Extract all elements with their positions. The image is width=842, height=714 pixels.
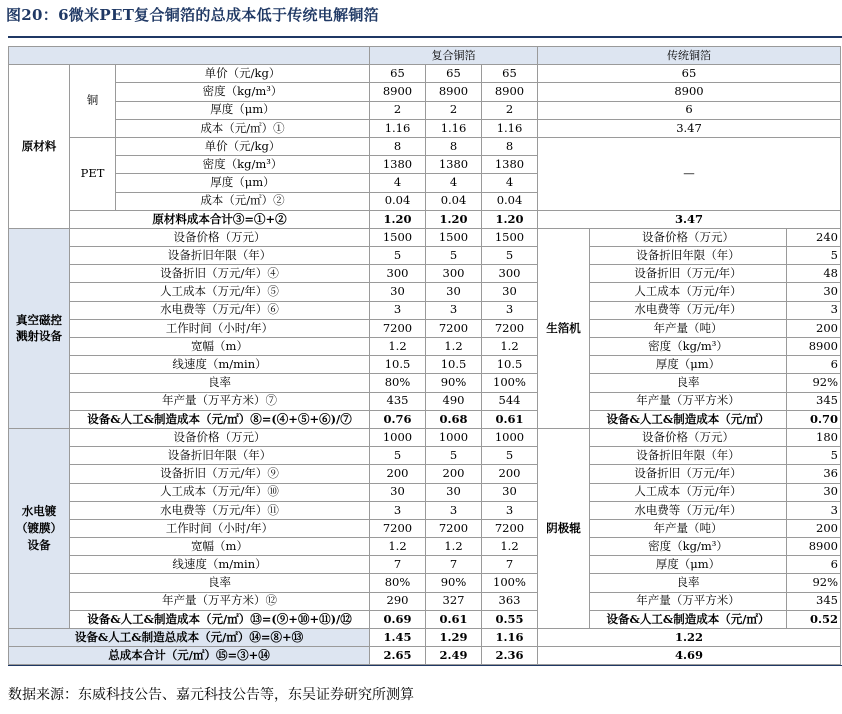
summary-label: 总成本合计（元/㎡）⑮=③+⑭ xyxy=(9,647,370,665)
raw-total-traditional: 3.47 xyxy=(538,210,841,228)
copper-row xyxy=(9,119,841,137)
header-blank xyxy=(9,47,370,65)
composite-value: 5 xyxy=(426,447,482,465)
traditional-value: 92% xyxy=(787,574,841,592)
traditional-value: 6 xyxy=(787,556,841,574)
row-label: 设备折旧（万元/年）⑨ xyxy=(70,465,370,483)
traditional-row-label: 年产量（万平方米） xyxy=(590,392,787,410)
composite-value: 65 xyxy=(482,65,538,83)
composite-value: 200 xyxy=(370,465,426,483)
composite-value: 1380 xyxy=(482,156,538,174)
composite-value: 100% xyxy=(482,574,538,592)
composite-value: 7 xyxy=(370,556,426,574)
composite-value: 5 xyxy=(370,447,426,465)
composite-value: 7 xyxy=(482,556,538,574)
header-traditional-copper: 传统铜箔 xyxy=(538,47,841,65)
raw-total-value: 1.20 xyxy=(482,210,538,228)
sputter-total-label: 设备&人工&制造成本（元/㎡）⑧=(④+⑤+⑥)/⑦ xyxy=(70,410,370,428)
title-rule xyxy=(8,36,842,38)
composite-value: 8900 xyxy=(370,83,426,101)
sputter-row xyxy=(9,247,841,265)
composite-value: 327 xyxy=(426,592,482,610)
composite-value: 1000 xyxy=(370,428,426,446)
composite-value: 7200 xyxy=(426,519,482,537)
sputter-row xyxy=(9,374,841,392)
plating-row xyxy=(9,483,841,501)
traditional-value: 92% xyxy=(787,374,841,392)
plating-total-value: 0.55 xyxy=(482,610,538,628)
sputter-equipment-label: 真空磁控溅射设备 xyxy=(9,228,70,428)
composite-value: 3 xyxy=(482,501,538,519)
composite-value: 10.5 xyxy=(426,356,482,374)
row-label: 年产量（万平方米）⑫ xyxy=(70,592,370,610)
plating-row xyxy=(9,447,841,465)
composite-value: 300 xyxy=(370,265,426,283)
traditional-value: 48 xyxy=(787,265,841,283)
sputter-row xyxy=(9,338,841,356)
row-label: 线速度（m/min） xyxy=(70,556,370,574)
plating-traditional-total-value: 0.52 xyxy=(787,610,841,628)
sputter-row xyxy=(9,392,841,410)
composite-value: 80% xyxy=(370,574,426,592)
composite-value: 7200 xyxy=(370,519,426,537)
copper-label: 铜 xyxy=(70,65,116,138)
row-label: 密度（kg/m³） xyxy=(116,156,370,174)
traditional-value: 3.47 xyxy=(538,119,841,137)
traditional-value: 30 xyxy=(787,283,841,301)
traditional-row-label: 设备折旧年限（年） xyxy=(590,247,787,265)
composite-value: 7200 xyxy=(426,319,482,337)
composite-value: 1.2 xyxy=(370,538,426,556)
traditional-row-label: 人工成本（万元/年） xyxy=(590,283,787,301)
composite-value: 2 xyxy=(426,101,482,119)
composite-value: 3 xyxy=(370,501,426,519)
traditional-value: 5 xyxy=(787,447,841,465)
traditional-value: 345 xyxy=(787,592,841,610)
row-label: 宽幅（m） xyxy=(70,338,370,356)
composite-value: 4 xyxy=(482,174,538,192)
composite-value: 80% xyxy=(370,374,426,392)
plating-row xyxy=(9,538,841,556)
composite-value: 0.04 xyxy=(426,192,482,210)
traditional-row-label: 密度（kg/m³） xyxy=(590,338,787,356)
raw-total-value: 1.20 xyxy=(370,210,426,228)
plating-row xyxy=(9,519,841,537)
traditional-value: 200 xyxy=(787,319,841,337)
composite-value: 300 xyxy=(482,265,538,283)
plating-traditional-equipment-label: 阴极辊 xyxy=(538,428,590,628)
composite-value: 8 xyxy=(482,137,538,155)
traditional-row-label: 厚度（μm） xyxy=(590,356,787,374)
composite-value: 290 xyxy=(370,592,426,610)
composite-value: 65 xyxy=(370,65,426,83)
traditional-value: 3 xyxy=(787,301,841,319)
composite-value: 10.5 xyxy=(482,356,538,374)
copper-row xyxy=(9,65,841,83)
plating-equipment-label: 水电镀（镀膜）设备 xyxy=(9,428,70,628)
sputter-row xyxy=(9,319,841,337)
composite-value: 4 xyxy=(370,174,426,192)
composite-value: 8900 xyxy=(426,83,482,101)
composite-value: 1000 xyxy=(426,428,482,446)
row-label: 良率 xyxy=(70,374,370,392)
traditional-row-label: 年产量（吨） xyxy=(590,319,787,337)
traditional-value: 8900 xyxy=(787,338,841,356)
composite-value: 1.2 xyxy=(482,538,538,556)
traditional-value: 345 xyxy=(787,392,841,410)
traditional-value: 8900 xyxy=(538,83,841,101)
row-label: 线速度（m/min） xyxy=(70,356,370,374)
traditional-row-label: 水电费等（万元/年） xyxy=(590,501,787,519)
row-label: 工作时间（小时/年） xyxy=(70,519,370,537)
composite-value: 1380 xyxy=(426,156,482,174)
plating-row xyxy=(9,501,841,519)
traditional-value: 65 xyxy=(538,65,841,83)
traditional-row-label: 水电费等（万元/年） xyxy=(590,301,787,319)
sputter-total-row xyxy=(9,410,841,428)
row-label: 水电费等（万元/年）⑪ xyxy=(70,501,370,519)
composite-value: 1.2 xyxy=(482,338,538,356)
row-label: 成本（元/㎡）① xyxy=(116,119,370,137)
summary-traditional-value: 1.22 xyxy=(538,629,841,647)
plating-total-row xyxy=(9,610,841,628)
traditional-value: 6 xyxy=(787,356,841,374)
row-label: 厚度（μm） xyxy=(116,174,370,192)
summary-label: 设备&人工&制造总成本（元/㎡）⑭=⑧+⑬ xyxy=(9,629,370,647)
header-row xyxy=(9,47,841,65)
sputter-row xyxy=(9,283,841,301)
plating-total-value: 0.61 xyxy=(426,610,482,628)
traditional-row-label: 设备折旧年限（年） xyxy=(590,447,787,465)
traditional-row-label: 设备价格（万元） xyxy=(590,228,787,246)
raw-total-row xyxy=(9,210,841,228)
traditional-value: 3 xyxy=(787,501,841,519)
composite-value: 200 xyxy=(426,465,482,483)
composite-value: 0.04 xyxy=(370,192,426,210)
composite-value: 1.2 xyxy=(370,338,426,356)
plating-row xyxy=(9,574,841,592)
traditional-value: 6 xyxy=(538,101,841,119)
composite-value: 3 xyxy=(482,301,538,319)
composite-value: 1500 xyxy=(370,228,426,246)
plating-row xyxy=(9,556,841,574)
summary-value: 2.49 xyxy=(426,647,482,665)
row-label: 设备价格（万元） xyxy=(70,428,370,446)
traditional-value: 200 xyxy=(787,519,841,537)
sputter-total-value: 0.61 xyxy=(482,410,538,428)
composite-value: 5 xyxy=(426,247,482,265)
raw-total-label: 原材料成本合计③=①+② xyxy=(70,210,370,228)
composite-value: 363 xyxy=(482,592,538,610)
composite-value: 30 xyxy=(426,483,482,501)
row-label: 宽幅（m） xyxy=(70,538,370,556)
sputter-row xyxy=(9,356,841,374)
row-label: 厚度（μm） xyxy=(116,101,370,119)
plating-total-value: 0.69 xyxy=(370,610,426,628)
traditional-value: 8900 xyxy=(787,538,841,556)
pet-row xyxy=(9,137,841,155)
row-label: 设备折旧年限（年） xyxy=(70,247,370,265)
traditional-value: 180 xyxy=(787,428,841,446)
summary-value: 2.65 xyxy=(370,647,426,665)
traditional-row-label: 良率 xyxy=(590,574,787,592)
traditional-row-label: 人工成本（万元/年） xyxy=(590,483,787,501)
copper-row xyxy=(9,101,841,119)
summary-traditional-value: 4.69 xyxy=(538,647,841,665)
traditional-row-label: 年产量（吨） xyxy=(590,519,787,537)
composite-value: 435 xyxy=(370,392,426,410)
composite-value: 2 xyxy=(370,101,426,119)
traditional-row-label: 设备折旧（万元/年） xyxy=(590,465,787,483)
composite-value: 1500 xyxy=(482,228,538,246)
composite-value: 544 xyxy=(482,392,538,410)
composite-value: 1.2 xyxy=(426,338,482,356)
sputter-row xyxy=(9,301,841,319)
traditional-dash: — xyxy=(538,137,841,210)
copper-row xyxy=(9,83,841,101)
composite-value: 7200 xyxy=(370,319,426,337)
summary-row xyxy=(9,629,841,647)
row-label: 设备折旧（万元/年）④ xyxy=(70,265,370,283)
traditional-value: 36 xyxy=(787,465,841,483)
row-label: 人工成本（万元/年）⑩ xyxy=(70,483,370,501)
sputter-traditional-total-label: 设备&人工&制造成本（元/㎡） xyxy=(590,410,787,428)
traditional-row-label: 良率 xyxy=(590,374,787,392)
composite-value: 1380 xyxy=(370,156,426,174)
plating-row xyxy=(9,592,841,610)
row-label: 密度（kg/m³） xyxy=(116,83,370,101)
row-label: 人工成本（万元/年）⑤ xyxy=(70,283,370,301)
composite-value: 7200 xyxy=(482,519,538,537)
summary-value: 2.36 xyxy=(482,647,538,665)
plating-total-label: 设备&人工&制造成本（元/㎡）⑬=(⑨+⑩+⑪)/⑫ xyxy=(70,610,370,628)
composite-value: 1.16 xyxy=(426,119,482,137)
sputter-traditional-total-value: 0.70 xyxy=(787,410,841,428)
composite-value: 4 xyxy=(426,174,482,192)
traditional-row-label: 年产量（万平方米） xyxy=(590,592,787,610)
traditional-row-label: 密度（kg/m³） xyxy=(590,538,787,556)
summary-value: 1.29 xyxy=(426,629,482,647)
plating-traditional-total-label: 设备&人工&制造成本（元/㎡） xyxy=(590,610,787,628)
row-label: 设备折旧年限（年） xyxy=(70,447,370,465)
raw-material-label: 原材料 xyxy=(9,65,70,229)
composite-value: 10.5 xyxy=(370,356,426,374)
row-label: 单价（元/kg） xyxy=(116,137,370,155)
pet-label: PET xyxy=(70,137,116,210)
row-label: 年产量（万平方米）⑦ xyxy=(70,392,370,410)
sputter-row xyxy=(9,228,841,246)
row-label: 设备价格（万元） xyxy=(70,228,370,246)
row-label: 成本（元/㎡）② xyxy=(116,192,370,210)
traditional-value: 30 xyxy=(787,483,841,501)
composite-value: 490 xyxy=(426,392,482,410)
composite-value: 30 xyxy=(426,283,482,301)
composite-value: 5 xyxy=(482,247,538,265)
composite-value: 30 xyxy=(370,283,426,301)
row-label: 水电费等（万元/年）⑥ xyxy=(70,301,370,319)
row-label: 单价（元/kg） xyxy=(116,65,370,83)
plating-row xyxy=(9,465,841,483)
traditional-row-label: 厚度（μm） xyxy=(590,556,787,574)
figure-title: 图20：6微米PET复合铜箔的总成本低于传统电解铜箔 xyxy=(6,6,379,24)
summary-value: 1.45 xyxy=(370,629,426,647)
sputter-traditional-equipment-label: 生箔机 xyxy=(538,228,590,428)
composite-value: 2 xyxy=(482,101,538,119)
sputter-total-value: 0.68 xyxy=(426,410,482,428)
composite-value: 1500 xyxy=(426,228,482,246)
header-composite-copper: 复合铜箔 xyxy=(370,47,538,65)
raw-total-value: 1.20 xyxy=(426,210,482,228)
composite-value: 0.04 xyxy=(482,192,538,210)
composite-value: 7 xyxy=(426,556,482,574)
sputter-total-value: 0.76 xyxy=(370,410,426,428)
summary-value: 1.16 xyxy=(482,629,538,647)
composite-value: 1.2 xyxy=(426,538,482,556)
row-label: 工作时间（小时/年） xyxy=(70,319,370,337)
composite-value: 3 xyxy=(370,301,426,319)
plating-row xyxy=(9,428,841,446)
composite-value: 8 xyxy=(426,137,482,155)
data-source-note: 数据来源：东威科技公告、嘉元科技公告等，东吴证券研究所测算 xyxy=(8,687,414,703)
traditional-row-label: 设备价格（万元） xyxy=(590,428,787,446)
sputter-row xyxy=(9,265,841,283)
composite-value: 1.16 xyxy=(482,119,538,137)
composite-value: 100% xyxy=(482,374,538,392)
summary-row xyxy=(9,647,841,665)
composite-value: 3 xyxy=(426,501,482,519)
composite-value: 90% xyxy=(426,574,482,592)
traditional-value: 5 xyxy=(787,247,841,265)
composite-value: 1000 xyxy=(482,428,538,446)
composite-value: 30 xyxy=(482,283,538,301)
cost-comparison-table xyxy=(8,46,841,665)
composite-value: 30 xyxy=(482,483,538,501)
source-rule xyxy=(8,665,842,666)
composite-value: 200 xyxy=(482,465,538,483)
composite-value: 7200 xyxy=(482,319,538,337)
composite-value: 8 xyxy=(370,137,426,155)
composite-value: 5 xyxy=(370,247,426,265)
composite-value: 3 xyxy=(426,301,482,319)
row-label: 良率 xyxy=(70,574,370,592)
composite-value: 300 xyxy=(426,265,482,283)
traditional-row-label: 设备折旧（万元/年） xyxy=(590,265,787,283)
composite-value: 90% xyxy=(426,374,482,392)
composite-value: 5 xyxy=(482,447,538,465)
traditional-value: 240 xyxy=(787,228,841,246)
composite-value: 30 xyxy=(370,483,426,501)
composite-value: 65 xyxy=(426,65,482,83)
composite-value: 8900 xyxy=(482,83,538,101)
composite-value: 1.16 xyxy=(370,119,426,137)
